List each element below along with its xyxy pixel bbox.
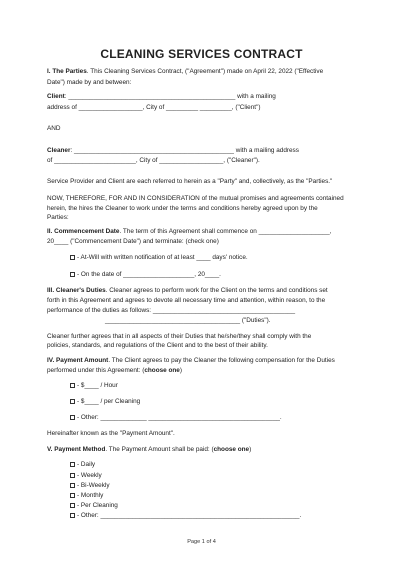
- payment-amount-text-3: ): [179, 367, 182, 374]
- bi-weekly-label: - Bi-Weekly: [77, 482, 110, 489]
- payment-amount-text-1: . The Client agrees to pay the Cleaner the following compensation for the Duties: [108, 357, 335, 364]
- and-text: AND: [47, 125, 61, 132]
- method-option-weekly[interactable]: [70, 472, 102, 480]
- checkbox-weekly[interactable]: [70, 473, 75, 478]
- cleaner-name-blank[interactable]: : _____________________________________________ with a mailing address: [70, 147, 299, 154]
- checkbox-at-will[interactable]: [70, 255, 75, 260]
- client-label: Client: [47, 93, 65, 100]
- parties-line-1: [47, 68, 323, 76]
- payment-amount-after: Hereinafter known as the "Payment Amount".: [47, 430, 175, 437]
- cleaner-line-1: [47, 147, 299, 155]
- payment-amount-line-1: [47, 357, 335, 365]
- commencement-line-2[interactable]: 20____ ("Commencement Date") and terminate: (check one): [47, 238, 219, 245]
- payment-amount-heading: IV. Payment Amount: [47, 357, 109, 364]
- client-line-2[interactable]: address of __________________, City of _________ _________, ("Client"): [47, 104, 261, 111]
- method-other-label: - Other: ________________________________________________________.: [77, 512, 302, 519]
- weekly-label: - Weekly: [77, 472, 102, 479]
- cleaner-line-2[interactable]: of _______________________, City of __________________, ("Cleaner").: [47, 157, 260, 164]
- cleaner-label: Cleaner: [47, 147, 71, 154]
- parties-heading: I. The Parties: [47, 68, 87, 75]
- client-line-1: [47, 93, 276, 101]
- document-title: CLEANING SERVICES CONTRACT: [100, 47, 303, 61]
- payment-method-heading: V. Payment Method: [47, 446, 106, 453]
- payment-method-choose-one: choose one: [213, 446, 250, 453]
- choose-one-label: choose one: [144, 367, 180, 374]
- method-option-bi-weekly[interactable]: [70, 482, 110, 490]
- payment-method-text-1: . The Payment Amount shall be paid: (: [105, 446, 214, 453]
- commencement-text-1[interactable]: . The term of this Agreement shall commence on ____________________,: [119, 228, 332, 235]
- duties-para-line-2: policies, standards, and regulations of the Client and to the best of their ability.: [47, 342, 268, 349]
- checkbox-per-hour[interactable]: [70, 383, 75, 388]
- method-per-cleaning-label: - Per Cleaning: [77, 502, 118, 509]
- commencement-line-1: [47, 228, 331, 236]
- checkbox-bi-weekly[interactable]: [70, 483, 75, 488]
- duties-para-line-1: Cleaner further agrees that in all aspects of their Duties that he/she/they shall comply with the: [47, 333, 312, 340]
- parties-text-1: . This Cleaning Services Contract, ("Agreement") made on April 22, 2022 ("Effective: [86, 68, 324, 75]
- payment-other-label: - Other: _____________ _____________________________________.: [77, 414, 282, 421]
- monthly-label: - Monthly: [77, 492, 104, 499]
- now-line-3: Parties:: [47, 214, 69, 221]
- per-cleaning-label: - $____ / per Cleaning: [77, 398, 141, 405]
- commencement-heading: II. Commencement Date: [47, 228, 120, 235]
- parties-line-2: Date") made by and between:: [47, 79, 132, 86]
- duties-text-1: . Cleaner agrees to perform work for the Client on the terms and conditions set: [105, 287, 328, 294]
- payment-amount-text-2: performed under this Agreement: (: [47, 367, 145, 374]
- checkbox-monthly[interactable]: [70, 493, 75, 498]
- payment-option-other[interactable]: [70, 414, 282, 422]
- duties-line-3[interactable]: performance of the duties as follows: ________________________________________: [47, 307, 296, 314]
- at-will-label: - At-Will with written notification of at least ____ days' notice.: [77, 254, 248, 261]
- page-number: Page 1 of 4: [187, 539, 216, 545]
- method-option-monthly[interactable]: [70, 492, 103, 500]
- checkbox-daily[interactable]: [70, 462, 75, 467]
- checkbox-payment-other[interactable]: [70, 415, 75, 420]
- payment-option-cleaning[interactable]: [70, 398, 140, 406]
- daily-label: - Daily: [77, 461, 96, 468]
- payment-method-text-2: ): [249, 446, 252, 453]
- now-line-2: herein, the hires the Cleaner to work under the terms and conditions hereby agreed upon by the: [47, 205, 318, 212]
- provider-text: Service Provider and Client are each referred to herein as a "Party" and, collectively, as the "Parties.": [47, 178, 333, 185]
- checkbox-method-per-cleaning[interactable]: [70, 503, 75, 508]
- client-name-blank[interactable]: : _______________________________________________ with a mailing: [64, 93, 276, 100]
- payment-amount-line-2: [47, 367, 182, 375]
- duties-line-2: forth in this Agreement and agrees to devote all necessary time and attention, within reason, to the: [47, 297, 326, 304]
- checkbox-on-date[interactable]: [70, 272, 75, 277]
- duties-heading: III. Cleaner's Duties: [47, 287, 106, 294]
- payment-method-line-1: [47, 446, 251, 454]
- commencement-option-date[interactable]: [70, 271, 221, 279]
- now-line-1: NOW, THEREFORE, FOR AND IN CONSIDERATION of the mutual promises and agreements contained: [47, 195, 344, 202]
- duties-line-4[interactable]: ______________________________________ ("Duties").: [105, 317, 271, 324]
- on-date-label: - On the date of ____________________, 20____.: [77, 271, 221, 278]
- duties-line-1: [47, 287, 328, 295]
- checkbox-per-cleaning[interactable]: [70, 399, 75, 404]
- per-hour-label: - $____ / Hour: [77, 382, 118, 389]
- commencement-option-at-will[interactable]: [70, 254, 248, 262]
- payment-option-hour[interactable]: [70, 382, 118, 390]
- checkbox-method-other[interactable]: [70, 513, 75, 518]
- method-option-daily[interactable]: [70, 461, 95, 469]
- method-option-other[interactable]: [70, 512, 301, 520]
- method-option-per-cleaning[interactable]: [70, 502, 118, 510]
